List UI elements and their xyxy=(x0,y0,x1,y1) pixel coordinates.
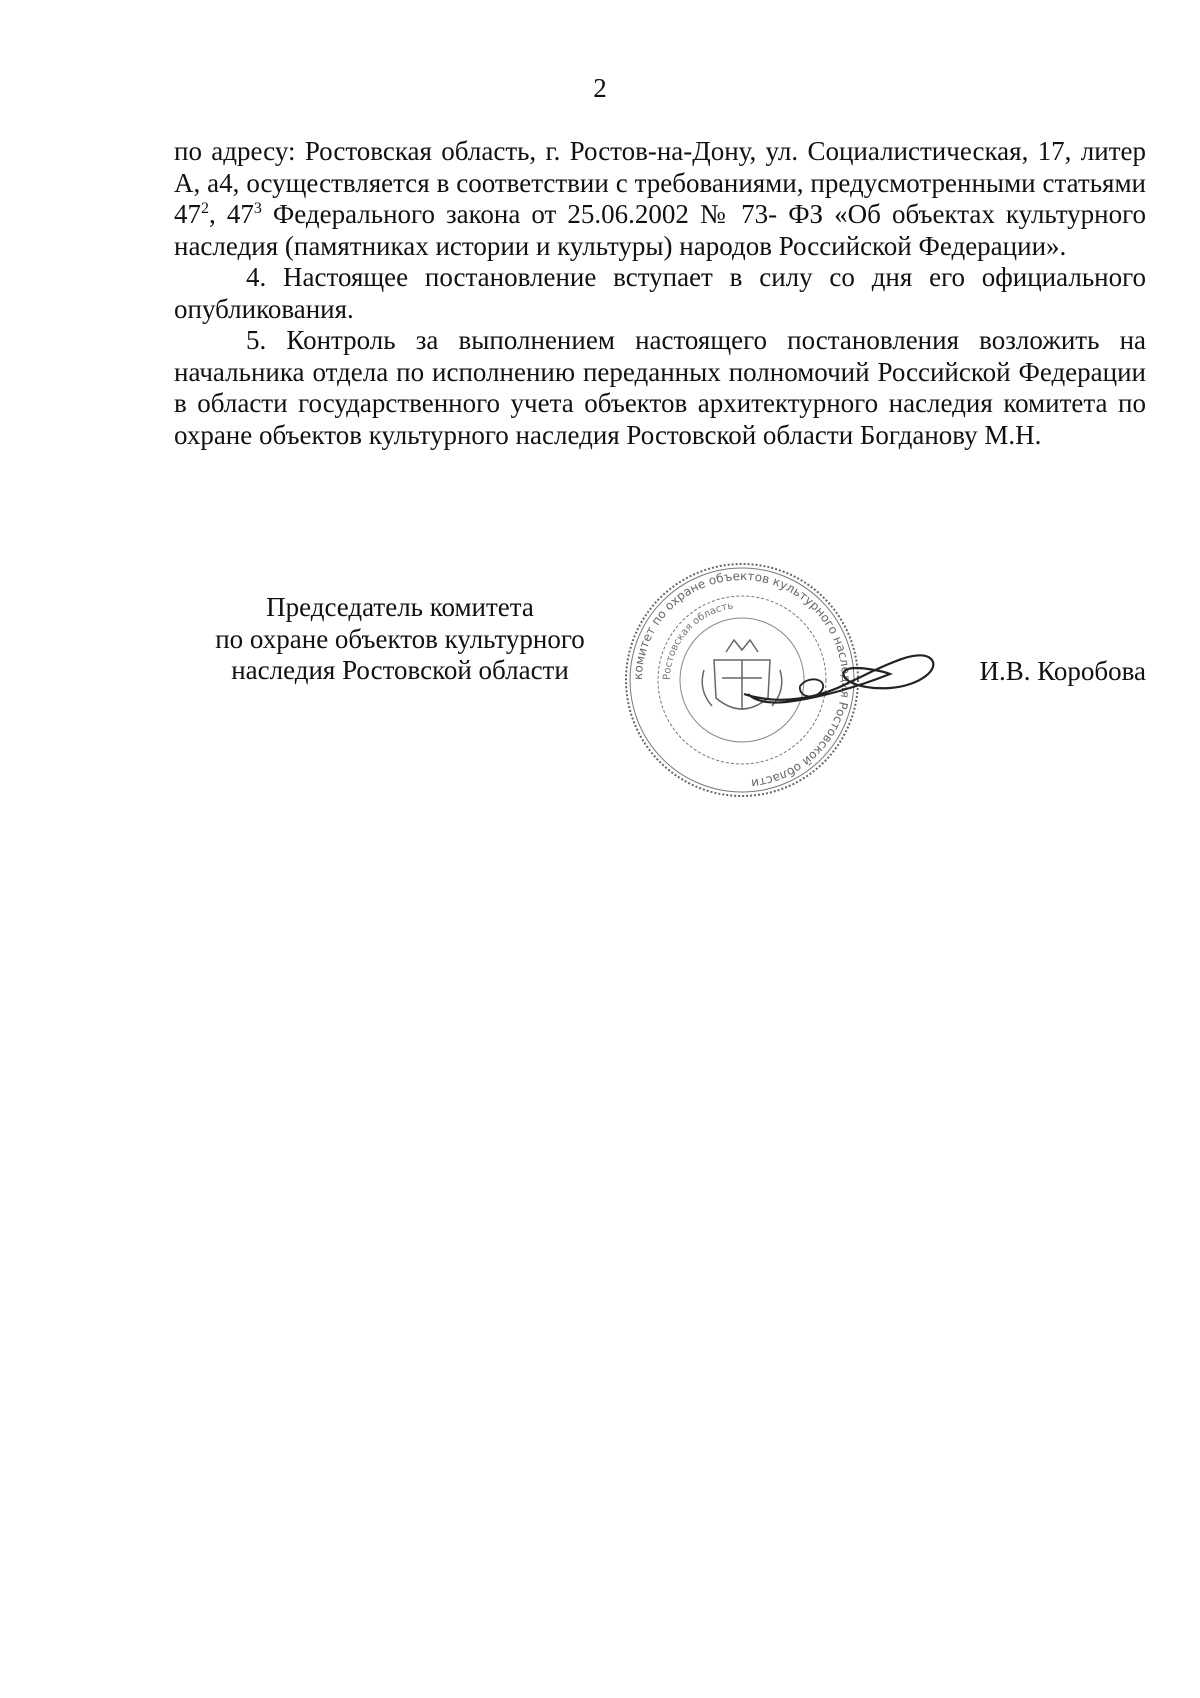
superscript-3: 3 xyxy=(253,200,262,217)
paragraph-4: 4. Настоящее постановление вступает в силу со дня его официального опубликования. xyxy=(174,262,1146,324)
handwritten-signature xyxy=(740,628,940,718)
paragraph-address-text: по адресу: Ростовская область, г. Ростов-на-Дону, ул. Социалистическая, 17, литер А, а4, осуществляется в соответствии с требованиями, предусмотренными статьями 47 xyxy=(174,136,1146,229)
signatory-position xyxy=(190,592,610,687)
paragraph-5: 5. Контроль за выполнением настоящего постановления возложить на начальника отдела по исполнению переданных полномочий Российской Федерации в области государственного учета объектов архитектурного наследия комитета по охране объектов культурного наследия Ростовской области Богданову М.Н. xyxy=(174,325,1146,450)
document-body xyxy=(174,136,1146,451)
paragraph-address xyxy=(174,136,1146,262)
paragraph-address-text-3: Федерального закона от 25.06.2002 № 73- ФЗ «Об объектах культурного наследия (памятниках истории и культуры) народов Российской Федерации». xyxy=(174,199,1146,261)
superscript-2: 2 xyxy=(201,200,209,217)
signatory-name: И.В. Коробова xyxy=(979,656,1146,686)
position-line-3: наследия Ростовской области xyxy=(231,655,569,685)
position-line-2: по охране объектов культурного xyxy=(215,623,585,654)
position-line-1: Председатель комитета xyxy=(266,592,534,622)
paragraph-address-text-2: , 47 xyxy=(209,199,254,229)
seal-inner-text: Ростовская область xyxy=(661,600,735,681)
seal-outer-text: комитет по охране объектов культурного наследия Ростовской области xyxy=(630,568,854,791)
page-number: 2 xyxy=(593,73,607,103)
